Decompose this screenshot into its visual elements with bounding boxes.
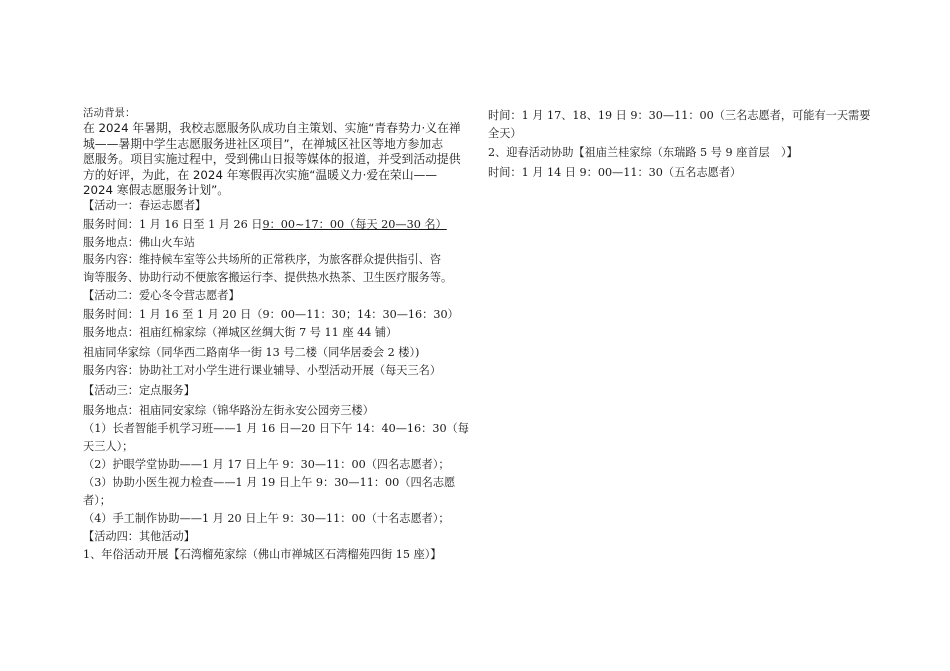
other-item-2-time: 时间：1 月 14 日 9：00—11：30（五名志愿者） xyxy=(488,166,742,179)
activity-1-date: 服务时间：1 月 16 日至 1 月 26 日 xyxy=(83,218,263,231)
activity-3-item-3-cont: 者）； xyxy=(83,494,111,507)
background-text-line: 2024 寒假志愿服务计划”。 xyxy=(83,183,230,197)
activity-3-item-3: （3）协助小医生视力检查——1 月 19 日上午 9：30—11：00（四名志愿 xyxy=(83,476,456,489)
activity-3-place: 服务地点：祖庙同安家综（锦华路汾左街永安公园旁三楼） xyxy=(83,404,374,417)
other-item-2: 2、迎春活动协助【祖庙兰桂家综（东瑞路 5 号 9 座首层 ）】 xyxy=(488,146,798,159)
activity-1-place: 服务地点：佛山火车站 xyxy=(83,236,195,249)
background-label: 活动背景： xyxy=(83,107,136,119)
activity-1-content: 服务内容：维持候车室等公共场所的正常秩序，为旅客群众提供指引、咨 xyxy=(83,253,442,266)
activity-1-content: 询等服务、协助行动不便旅客搬运行李、提供热水热茶、卫生医疗服务等。 xyxy=(83,271,453,284)
background-text-line: 方的好评，为此，在 2024 年寒假再次实施“温暖义力·爱在荣山—— xyxy=(83,168,438,182)
activity-4-title: 【活动四：其他活动】 xyxy=(83,530,195,543)
activity-1-hours: 9：00~17：00（每天 20—30 名） xyxy=(262,218,447,231)
activity-3-item-1: （1）长者智能手机学习班——1 月 16 日—20 日下午 14：40—16：30（每 xyxy=(83,422,469,435)
activity-1-title: 【活动一：春运志愿者】 xyxy=(83,199,207,212)
background-text-line: 愿服务。项目实施过程中，受到佛山日报等媒体的报道，并受到活动提供 xyxy=(83,152,461,166)
activity-2-place-2: 祖庙同华家综（同华西二路南华一街 13 号二楼（同华居委会 2 楼）) xyxy=(83,346,420,359)
activity-2-content: 服务内容：协助社工对小学生进行课业辅导、小型活动开展（每天三名） xyxy=(83,364,442,377)
activity-3-item-2: （2）护眼学堂协助——1 月 17 日上午 9：30—11：00（四名志愿者）； xyxy=(83,458,450,471)
activity-3-title: 【活动三：定点服务】 xyxy=(83,384,195,397)
activity-2-title: 【活动二：爱心冬令营志愿者】 xyxy=(83,289,240,302)
activity-4-item-1: 1、年俗活动开展【石湾榴苑家综（佛山市禅城区石湾榴苑四街 15 座）】 xyxy=(83,548,442,561)
other-item-1-time-cont: 全天） xyxy=(488,127,522,140)
activity-3-item-1-cont: 天三人）； xyxy=(83,440,134,453)
background-text-line: 城——暑期中学生志愿服务进社区项目”，在禅城区社区等地方参加志 xyxy=(83,137,444,151)
activity-3-item-4: （4）手工制作协助——1 月 20 日上午 9：30—11：00（十名志愿者）； xyxy=(83,512,450,525)
activity-1-time xyxy=(83,218,447,232)
activity-2-place: 服务地点：祖庙红棉家综（禅城区丝绸大街 7 号 11 座 44 铺） xyxy=(83,326,398,339)
activity-2-time: 服务时间：1 月 16 至 1 月 20 日（9：00—11：30；14：30—16：30） xyxy=(83,308,459,321)
other-item-1-time: 时间：1 月 17、18、19 日 9：30—11：00（三名志愿者，可能有一天需要 xyxy=(488,109,871,122)
background-text-line: 在 2024 年暑期，我校志愿服务队成功自主策划、实施“青春势力·义在禅 xyxy=(83,121,461,135)
